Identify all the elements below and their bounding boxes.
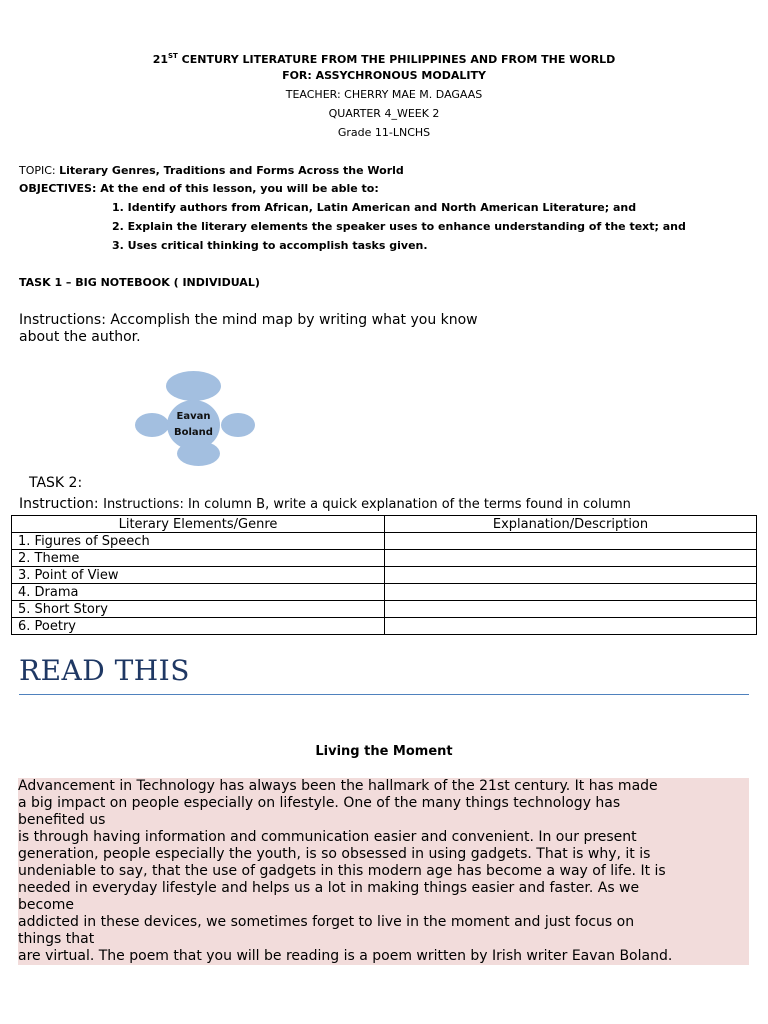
story-line: Advancement in Technology has always been the hallmark of the 21st century. It has made bbox=[18, 778, 658, 794]
topic-label: TOPIC: bbox=[19, 164, 60, 177]
term-cell: 6. Poetry bbox=[12, 618, 385, 635]
topic-line bbox=[19, 161, 404, 180]
story-line: is through having information and communication easier and convenient. In our present bbox=[18, 829, 637, 845]
topic-value: Literary Genres, Traditions and Forms Across the World bbox=[59, 164, 404, 177]
mind-map-center-line2: Boland bbox=[174, 427, 213, 438]
task1-instruction-line1: Instructions: Accomplish the mind map by writing what you know bbox=[19, 312, 478, 328]
story-passage bbox=[18, 778, 749, 965]
task2-instruction-text: Instructions: In column B, write a quick explanation of the terms found in column bbox=[103, 497, 631, 512]
story-line: benefited us bbox=[18, 812, 106, 828]
task2-instruction-label: Instruction: bbox=[19, 496, 104, 512]
term-cell: 2. Theme bbox=[12, 550, 385, 567]
objective-item: 3. Uses critical thinking to accomplish tasks given. bbox=[112, 239, 428, 252]
story-line: things that bbox=[18, 931, 95, 947]
task2-title: TASK 2: bbox=[29, 475, 83, 491]
read-this-heading: READ THIS bbox=[19, 654, 190, 687]
explanation-cell[interactable] bbox=[385, 601, 757, 618]
table-row bbox=[12, 533, 757, 550]
header-quarter: QUARTER 4_WEEK 2 bbox=[328, 107, 440, 120]
story-line: needed in everyday lifestyle and helps us a lot in making things easier and faster. As we bbox=[18, 880, 640, 896]
header-modality: FOR: ASSYCHRONOUS MODALITY bbox=[282, 69, 486, 82]
table-header-row bbox=[12, 516, 757, 533]
mind-map-center-node bbox=[167, 400, 220, 450]
task1-title: TASK 1 – BIG NOTEBOOK ( INDIVIDUAL) bbox=[19, 276, 260, 289]
story-title: Living the Moment bbox=[315, 744, 453, 759]
mind-map-node-left[interactable] bbox=[135, 413, 169, 437]
column-b-header: Explanation/Description bbox=[385, 516, 757, 533]
header-grade: Grade 11-LNCHS bbox=[337, 126, 431, 139]
header-course-title: CENTURY LITERATURE FROM THE PHILIPPINES AND FROM THE WORLD bbox=[177, 53, 616, 66]
explanation-cell[interactable] bbox=[385, 584, 757, 601]
term-cell: 5. Short Story bbox=[12, 601, 385, 618]
story-line: generation, people especially the youth, is so obsessed in using gadgets. That is why, it is bbox=[18, 846, 651, 862]
table-row bbox=[12, 618, 757, 635]
story-line: a big impact on people especially on lifestyle. One of the many things technology has bbox=[18, 795, 621, 811]
mind-map-node-top[interactable] bbox=[166, 371, 221, 401]
table-row bbox=[12, 584, 757, 601]
story-line: are virtual. The poem that you will be reading is a poem written by Irish writer Eavan Boland. bbox=[18, 948, 673, 964]
objective-item: 2. Explain the literary elements the speaker uses to enhance understanding of the text; and bbox=[112, 220, 686, 233]
objectives-intro: OBJECTIVES: At the end of this lesson, you will be able to: bbox=[19, 182, 379, 195]
story-line: addicted in these devices, we sometimes forget to live in the moment and just focus on bbox=[18, 914, 635, 930]
term-cell: 3. Point of View bbox=[12, 567, 385, 584]
header-century-number: 21 bbox=[152, 53, 168, 66]
objective-item: 1. Identify authors from African, Latin American and North American Literature; and bbox=[112, 201, 637, 214]
term-cell: 4. Drama bbox=[12, 584, 385, 601]
table-row bbox=[12, 567, 757, 584]
column-a-header: Literary Elements/Genre bbox=[12, 516, 385, 533]
header-teacher: TEACHER: CHERRY MAE M. DAGAAS bbox=[285, 88, 483, 101]
story-line: become bbox=[18, 897, 75, 913]
table-row bbox=[12, 601, 757, 618]
mind-map-node-right[interactable] bbox=[221, 413, 255, 437]
task1-instruction-line2: about the author. bbox=[19, 329, 141, 345]
explanation-cell[interactable] bbox=[385, 533, 757, 550]
literary-elements-table bbox=[11, 515, 757, 635]
table-row bbox=[12, 550, 757, 567]
mind-map bbox=[134, 370, 256, 468]
mind-map-center-line1: Eavan bbox=[176, 411, 211, 422]
heading-divider bbox=[19, 694, 749, 695]
explanation-cell[interactable] bbox=[385, 618, 757, 635]
task2-instruction bbox=[19, 496, 631, 513]
header-century-suffix: ST bbox=[168, 52, 178, 60]
term-cell: 1. Figures of Speech bbox=[12, 533, 385, 550]
explanation-cell[interactable] bbox=[385, 550, 757, 567]
story-line: undeniable to say, that the use of gadgets in this modern age has become a way of life. It is bbox=[18, 863, 666, 879]
explanation-cell[interactable] bbox=[385, 567, 757, 584]
